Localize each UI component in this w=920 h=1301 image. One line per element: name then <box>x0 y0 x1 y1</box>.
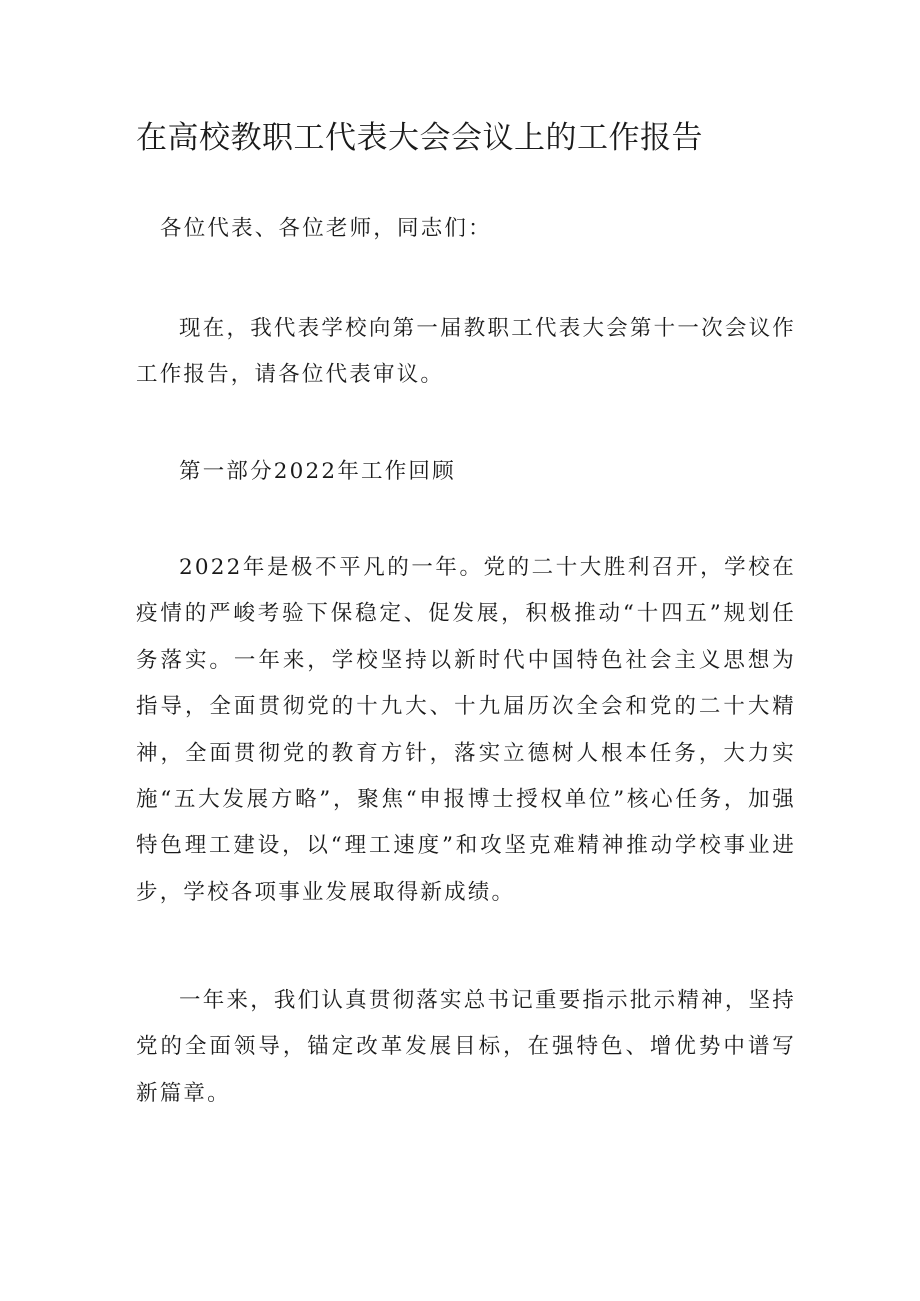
document-title: 在高校教职工代表大会会议上的工作报告 <box>136 120 703 156</box>
paragraph-year-summary: 一年来，我们认真贯彻落实总书记重要指示批示精神，坚持党的全面领导，锚定改革发展目标，在强特色、增优势中谱写新篇章。 <box>136 988 796 1106</box>
paragraph-review: 2022年是极不平凡的一年。党的二十大胜利召开，学校在疫情的严峻考验下保稳定、促发展，积极推动“十四五”规划任务落实。一年来，学校坚持以新时代中国特色社会主义思想为指导，全面贯彻党的十九大、十九届历次全会和党的二十大精神，全面贯彻党的教育方针，落实立德树人根本任务，大力实施“五大发展方略”，聚焦“申报博士授权单位”核心任务，加强特色理工建设，以“理工速度”和攻坚克难精神推动学校事业进步，学校各项事业发展取得新成绩。 <box>136 555 796 905</box>
salutation: 各位代表、各位老师，同志们： <box>160 216 492 241</box>
paragraph-intro: 现在，我代表学校向第一届教职工代表大会第十一次会议作工作报告，请各位代表审议。 <box>136 316 796 388</box>
section-heading: 第一部分2022年工作回顾 <box>179 459 456 484</box>
